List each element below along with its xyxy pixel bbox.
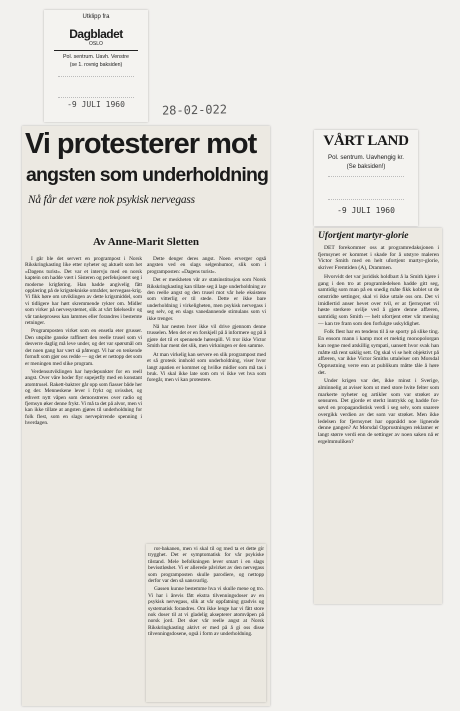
main-continuation-text [148,546,264,700]
main-col2-para: Dette denger deres angst. Noen erverger også angsten ved en slags selgenhumor, slik som i programposten: «Dagens turist». [147,256,266,275]
stamp-paper-name: Dagbladet [69,27,123,41]
right-para: Under krigen var det, ikke minst i Sverige, alminnelig at aviser kom ut med store hvite felter som markerte nyheter og artikler som var strøket av sensuren. Det gjorde et sterkt inntrykk og hadde for-søvd en propagandistisk verdi i seg selv, som snarere overgikk verdien av det som var strøket. Men ikke ledelsen for fjernsynet har oppnådd noe lignende denne gangen? At Morsdal Opprustningen reklamer er langt større verdi enn de settinger av noen saken nå er ergelmmuliken? [318,378,439,445]
stamp-edition-note-right: (Se baksiden!) [346,164,386,170]
stamp-faint-print [58,76,134,98]
main-body-column-1 [25,256,142,704]
right-para: Hvorvidt det var juridisk holdbart å la Smith kjøre i gang i den tro at programledelsen hadde gitt seg, samtidig som man på en snedig måte fikk koblet ut de omstridte settinger, skal vi ikke uttale oss om. Det vi imidlertid anser hevet over tvil, er at fjernsynet vil høste sterkere uvilje ved å gjøre denne affæren, samtidig som Smith — helt ufortjent etter vår mening — kan tre fram som den forfulgte uskyldighet. [318,273,439,327]
stamp-clipping-left [44,10,148,122]
main-col1-para: I går ble det servert en programpost i Norsk Rikskringkasting like etter nyheter og aktuelt som het «Dagens turist». Det var et intervju med en norsk kaptein om hadde vært i Sisteren og perfeksjonert seg i moderne krigføring. Han hadde angivelig fått opplæring på de krigstekniske områder, nervegass-krig. Vi fikk høre om utviklingen av dette krigsmiddel, som vi tidligere har hørt skremmende rykter om. Midler som virker på nervesystemet, slik at vårt følelsesliv og vår tankeprosess kan lammes eller forandres i bestemte retninger. [25,256,142,327]
stamp-faint-print-right [328,176,404,200]
right-para: DET forekommer oss at programredaksjonen i fjernsynet er kommet i skade for å utstyre maleren Victor Smith med en helt ufortjent martyr-glorie, skriver Fremtiden (A), Drammen. [318,245,439,272]
article-right-clipping [314,228,442,604]
stamp-clipping-right [314,130,418,226]
handwritten-date: 28-02-022 [161,102,228,118]
main-col2b-para: Gassen kunne bestemme hva vi skulle mene og tro. Vi har i årevis fått ekstra tilvenningsdoser av en psykisk nervegass, slik at vår oppfatning gradvis og systematisk forandres. Om ikke lenge har vi fått store nok doser til at vi gladelig aksepterer atomvåpen på norsk jord. Det sker vår reelle angst at Norsk Rikskringkasting aktivt er med på å gi oss disse tilvenningsdosene, også i form av underholdning. [148,586,264,638]
main-headline-line1: Vi protesterer mot [25,128,257,160]
article-continuation-clipping [146,544,266,702]
main-col2-para: Det er meskheten vår av statsinstitusjon som Norsk Rikskringkasting kan tillate seg å lage underholdning av den reelle angst og den trusel mot vår hele eksistens som vitterlig er til stede. Dette er ikke bare underholdning i virkeligheten, men psykisk nervegass i seg selv, og en slags vanedannende stimulans som vi ikke trenger. [147,277,266,322]
stamp-divider [54,50,138,51]
main-col2-para: Nå har nesten hver ikke vil drive gjennom denne trusselen. Men det er en forskjell på å informere og på å gjøre det til et spennende hørespill. Vi tror ikke Victor Smith har ment det slik, men virkningen er den samme. [147,324,266,350]
right-headline: Ufortjent martyr-glorie [318,231,409,241]
stamp-label: Utklipp fra [82,14,110,20]
main-col1-para: Programposten virket som en ensetla eter grusser. Den utspilte ganske raffinert den reelle trusel som vi desverre daglig må leve under, og det var spørsmål om det noen gang har vært så påtrengt. Vi har en tenkende fornuft som gjør oss redde — og det er nettopp det som er meningen med slike program. [25,328,142,367]
stamp-paper-name-right: VÅRT LAND [323,133,409,149]
right-para: Folk flest har en tendens til å se sporty på slike ting. En ensom mann i kamp mot et mektig monopolorgan kan regne med atskillig sympati, uansett hvor svak han måtte stå rent saklig sett. Og skal vi se helt objektivt på affæren, var ikke Victor Smiths uttalelser om Morsdal Opprustning verre enn at publikum måtte tåle å høre det. [318,329,439,376]
main-col2b-para: ror-bakanen, men vi skal til og med ta et dette gir trygghet. Det er symptomatisk for vår psykiske tilstand. Mele befolkningen lever smart i en slags bevisstløshet. Vi er allerede påvirket av den nervegass som programposten skulle parodiere, og nettopp derfor var den så uansvarlig. [148,546,264,585]
stamp-date-right: -9 JULI 1960 [337,206,395,215]
main-col1-para: Verdensutviklingen har høydepunkter for en reell angst. Over våre hoder flyr supejetfly med en konstant atomtrusel. Rakett-baktrer går opp som fiasser både her og der. Menneskene lever i frykt og uvisshet, og ethvert nytt våpen som demonstreres over radio og fjernsyn øker denne frykt. Vi må ta det på alvor, men vi kan ikke tillate at angsten gjøres til underholdning for folk flest, som en slags nervepirrende spenning i hverdagen. [25,368,142,427]
stamp-political-type: Pol. sentrum. Uavh. Venstre [63,54,129,60]
main-headline-line2: angsten som underholdning [26,164,269,186]
stamp-political-type-right: Pol. sentrum. Uavhengig kr. [327,154,404,161]
stamp-edition-note: (se 1. rovnig baksiden) [69,62,123,68]
main-subheadline: Nå får det være nok psykisk nervegass [28,194,195,206]
right-body [318,245,439,601]
stamp-date: -9 JULI 1960 [67,100,125,109]
main-col2-para: At man virkelig kan servere en slik programpost med et så grotesk innhold som underholdning, viser hvor langt apatien er kommet og hvilke midler som må tas i bruk. Vi skal ikke late som om vi ikke vet hva som foregår, men vi kan protestere. [147,351,266,384]
main-byline: Av Anne-Marit Sletten [92,236,200,248]
stamp-city: OSLO [89,41,103,47]
